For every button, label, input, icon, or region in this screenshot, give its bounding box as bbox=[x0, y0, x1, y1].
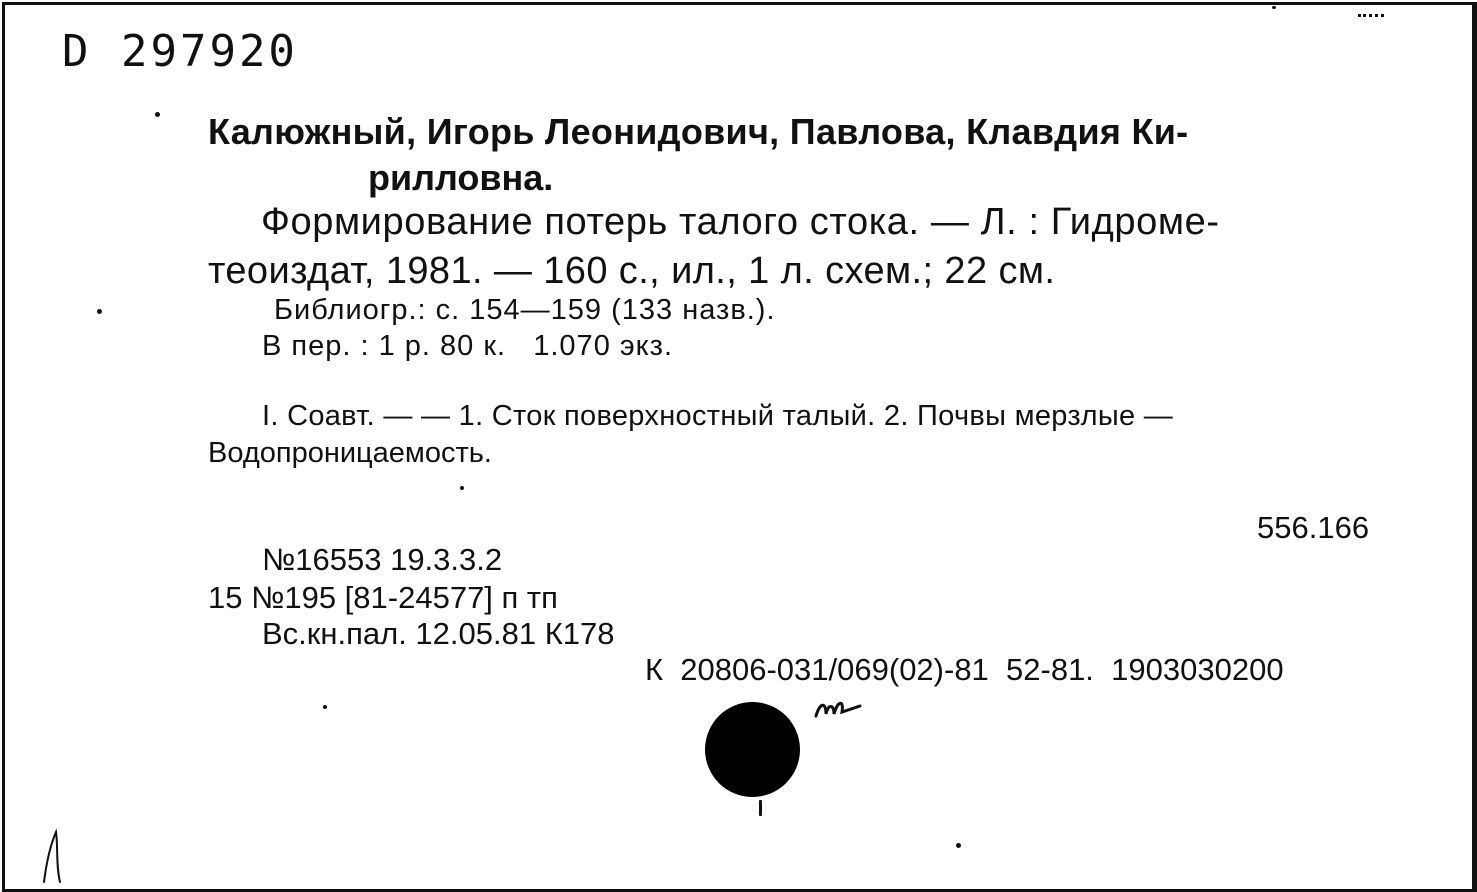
speck-2 bbox=[97, 309, 102, 314]
authors-line-1: Калюжный, Игорь Леонидович, Павлова, Клавдия Ки- bbox=[208, 111, 1189, 152]
speck-4 bbox=[323, 705, 327, 709]
price-note: В пер. : 1 р. 80 к. 1.070 экз. bbox=[262, 330, 674, 362]
udc-number: 556.166 bbox=[1257, 510, 1370, 545]
punch-hole bbox=[705, 702, 800, 797]
title-line-1: Формирование потерь талого стока. — Л. : Гидроме- bbox=[261, 201, 1220, 243]
margin-pencil-mark-icon bbox=[36, 826, 76, 886]
authors-line-2: рилловна. bbox=[368, 157, 554, 198]
book-chamber-line: Вс.кн.пал. 12.05.81 К178 bbox=[262, 616, 615, 651]
speck-6 bbox=[1272, 6, 1276, 9]
speck-3 bbox=[460, 486, 464, 490]
speck-1 bbox=[155, 112, 160, 117]
catalog-number: 15 №195 [81-24577] п тп bbox=[208, 580, 558, 615]
speck-7 bbox=[759, 800, 762, 816]
call-number: D 297920 bbox=[62, 26, 298, 77]
handwritten-mark-icon bbox=[812, 692, 872, 722]
record-number: №16553 19.3.3.2 bbox=[262, 542, 503, 577]
subjects-line-2: Водопроницаемость. bbox=[208, 437, 492, 469]
title-line-2: теоиздат, 1981. — 160 с., ил., 1 л. схем.; 22 см. bbox=[208, 250, 1056, 292]
corner-marks bbox=[1358, 14, 1384, 20]
bibliography-note: Библиогр.: с. 154—159 (133 назв.). bbox=[274, 294, 776, 326]
subjects-line-1: I. Соавт. — — 1. Сток поверхностный талый. 2. Почвы мерзлые — bbox=[262, 400, 1174, 432]
classification-code: К 20806-031/069(02)-81 52-81. 1903030200 bbox=[645, 652, 1284, 687]
speck-5 bbox=[956, 843, 961, 848]
